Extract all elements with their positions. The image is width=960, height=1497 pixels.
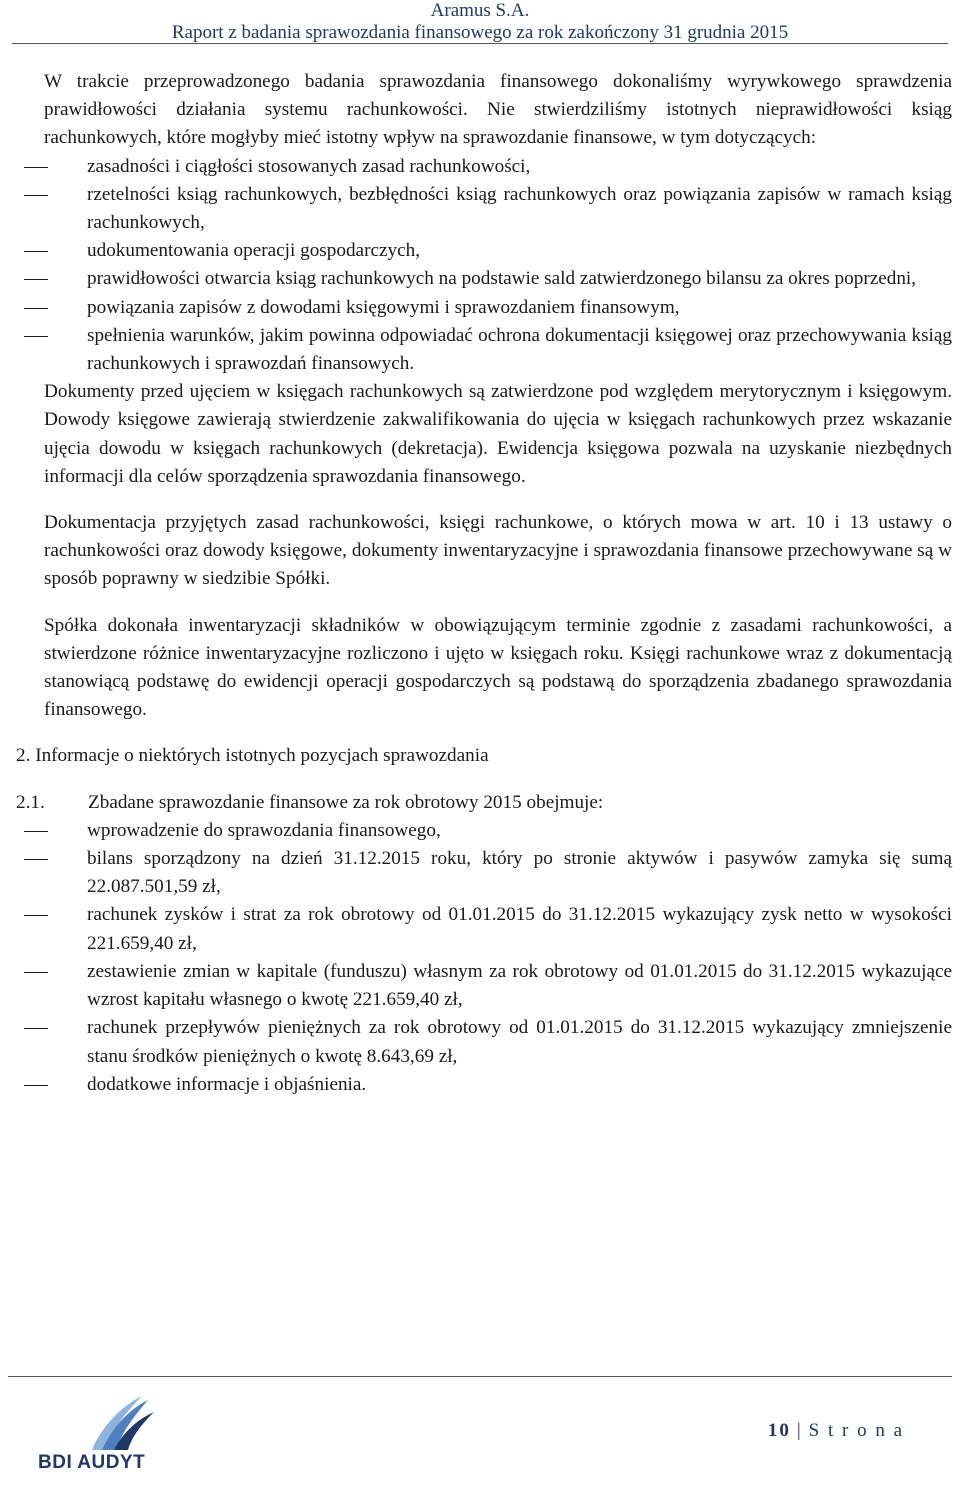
list-item: udokumentowania operacji gospodarczych, — [87, 240, 420, 262]
documentation-paragraph: Dokumentacja przyjętych zasad rachunkowości, księgi rachunkowe, o których mowa w art. 10 i 13 ustawy o rachunkowości oraz dowody księgowe, dokumenty inwentaryzacyjne i sprawozdania finansowe przechowywane są w sposób poprawny w siedzibie Spółki. — [44, 512, 952, 590]
section-heading: 2. Informacje o niektórych istotnych pozycjach sprawozdania — [16, 745, 489, 767]
page-word: S t r o n a — [808, 1420, 904, 1441]
header-subtitle: Raport z badania sprawozdania finansowego za rok zakończony 31 grudnia 2015 — [171, 22, 789, 43]
header-divider — [12, 43, 948, 44]
footer-divider — [8, 1376, 952, 1377]
list-item: powiązania zapisów z dowodami księgowymi i sprawozdaniem finansowym, — [87, 296, 680, 318]
list-item: rachunek przepływów pieniężnych za rok obrotowy od 01.01.2015 do 31.12.2015 wykazujący zmniejszenie stanu środków pieniężnych o kwotę 8.643,69 zł, — [87, 1017, 952, 1067]
list-item: zasadności i ciągłości stosowanych zasad rachunkowości, — [87, 155, 531, 177]
subsection-title: Zbadane sprawozdanie finansowe za rok obrotowy 2015 obejmuje: — [88, 791, 604, 813]
header-company: Aramus S.A. — [430, 0, 530, 21]
intro-paragraph: W trakcie przeprowadzonego badania sprawozdania finansowego dokonaliśmy wyrywkowego sprawdzenia prawidłowości działania systemu rachunkowości. Nie stwierdziliśmy istotnych nieprawidłowości ksiąg rachunkowych, które mogłyby mieć istotny wpływ na sprawozdanie finansowe, w tym dotyczących: — [44, 71, 952, 149]
subsection-heading — [16, 789, 924, 817]
page-content — [16, 68, 952, 1099]
list-item: zestawienie zmian w kapitale (funduszu) własnym za rok obrotowy od 01.01.2015 do 31.12.2015 wykazujące wzrost kapitału własnego o kwotę 221.659,40 zł, — [87, 960, 952, 1011]
closing-paragraph: Dokumenty przed ujęciem w księgach rachunkowych są zatwierdzone pod względem merytorycznym i księgowym. Dowody księgowe zawierają stwierdzenie zakwalifikowania do ujęcia w księgach rachunkowych przez wskazanie ujęcia dowodu w księgach rachunkowych (dekretacja). Ewidencja księgowa pozwala na uzyskanie niezbędnych informacji dla celów sporządzenia sprawozdania finansowego. — [44, 381, 952, 487]
list-item: bilans sporządzony na dzień 31.12.2015 roku, który po stronie aktywów i pasywów zamyka się sumą 22.087.501,59 zł, — [87, 848, 952, 898]
list-item: rzetelności ksiąg rachunkowych, bezbłędności ksiąg rachunkowych oraz powiązania zapisów w ramach ksiąg rachunkowych, — [87, 183, 952, 234]
subsection-number: 2.1. — [16, 791, 45, 813]
page-number — [768, 1420, 904, 1442]
list-item: rachunek zysków i strat za rok obrotowy od 01.01.2015 do 31.12.2015 wykazujący zysk netto w wysokości 221.659,40 zł, — [87, 904, 952, 954]
logo-text: BDI AUDYT — [38, 1452, 146, 1473]
intro-list — [44, 153, 952, 379]
page-number-value: 10 — [767, 1420, 791, 1441]
inventory-paragraph: Spółka dokonała inwentaryzacji składników w obowiązującym terminie zgodnie z zasadami rachunkowości, a stwierdzone różnice inwentaryzacyjne rozliczono i ujęto w księgach roku. Księgi rachunkowe wraz z dokumentacją stanowiącą podstawę do ewidencji operacji gospodarczych są podstawą do sporządzenia zbadanego sprawozdania finansowego. — [44, 614, 952, 721]
page-header — [0, 0, 960, 44]
list-item: spełnienia warunków, jakim powinna odpowiadać ochrona dokumentacji księgowej oraz przechowywania ksiąg rachunkowych i sprawozdań finansowych. — [87, 324, 952, 375]
statements-list — [44, 817, 952, 1099]
list-item: dodatkowe informacje i objaśnienia. — [87, 1073, 367, 1095]
page-number-separator: | — [796, 1420, 803, 1441]
list-item: prawidłowości otwarcia ksiąg rachunkowych na podstawie sald zatwierdzonego bilansu za okres poprzedni, — [87, 268, 917, 290]
list-item: wprowadzenie do sprawozdania finansowego, — [87, 819, 441, 841]
